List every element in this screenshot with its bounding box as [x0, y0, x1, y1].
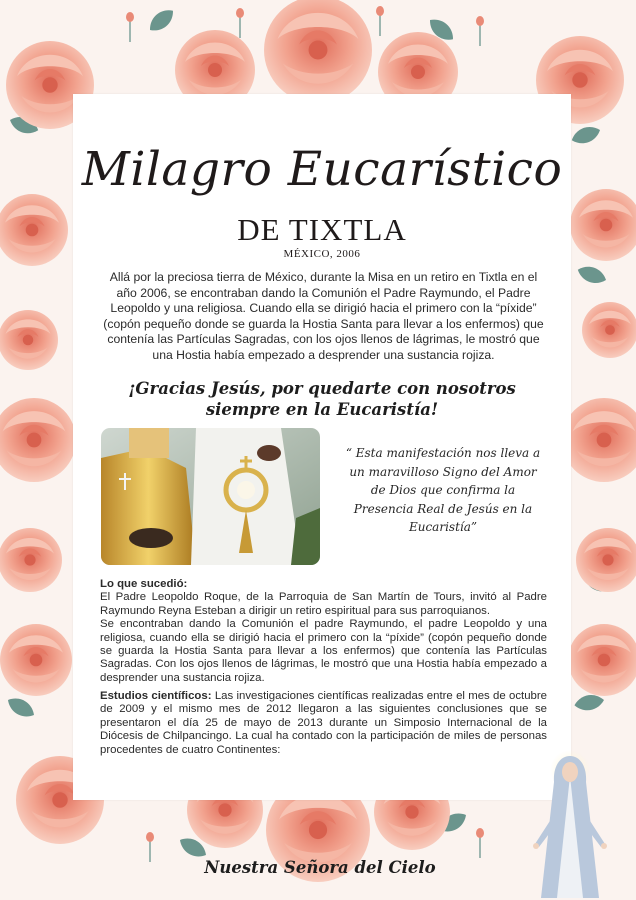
subtitle-location-year: MÉXICO, 2006 — [283, 248, 361, 260]
title-script: Milagro Eucarístico — [81, 142, 563, 197]
footer-signature: Nuestra Señora del Cielo — [204, 858, 436, 877]
virgin-mary-figure — [527, 748, 613, 898]
highlight-line-2: siempre en la Eucaristía! — [205, 400, 439, 419]
highlight-heading — [93, 378, 551, 420]
section-scientific-studies — [100, 690, 547, 757]
section-heading: Lo que sucedió: — [100, 578, 188, 590]
title-serif: DE TIXTLA — [237, 212, 407, 247]
quote-text: “ Esta manifestación nos lleva a un maravilloso Signo del Amor de Dios que confirma la Presencia Real de Jesús en la Eucaristía” — [345, 446, 541, 534]
section-heading: Estudios científicos: — [100, 690, 212, 702]
section-what-happened — [100, 578, 547, 685]
highlight-line-1: ¡Gracias Jesús, por quedarte con nosotros — [128, 379, 516, 398]
section-paragraph: Se encontraban dando la Comunión el padre Raymundo, el padre Leopoldo y una religiosa, cuando ella se dirigió hacia el primero con la “píxide” (copón pequeño donde se guarda la Hostia Santa para llevar a los enfermos) que contenía las Partículas Sagradas. Con los ojos llenos de lágrimas, le mostró que una Hostia había empezado a desprender una sustancia rojiza. — [100, 618, 547, 684]
intro-paragraph: Allá por la preciosa tierra de México, durante la Misa en un retiro en Tixtla en el año 2006, se encontraban dando la Comunión el Padre Raymundo, el Padre Leopoldo y una religiosa. Cuando ella se dirigió hacia el primero con la “píxide” (copón pequeño donde se guarda la Hostia Santa para llevar a los enfermos) que contenía las Partículas Sagradas, con los ojos llenos de lágrimas, le mostró que una Hostia había empezado a desprender una sustancia rojiza. — [103, 270, 544, 362]
section-paragraph: El Padre Leopoldo Roque, de la Parroquia de San Martín de Tours, invitó al Padre Raymundo Reyna Esteban a dirigir un retiro espiritual para sus parroquianos. — [100, 591, 547, 617]
section-paragraph: Las investigaciones científicas realizadas entre el mes de octubre de 2009 y el mismo mes de 2012 llegaron a las siguientes conclusiones que se presentaron el día 25 de mayo de 2013 durante un Simposio Internacional de la Diócesis de Chilpancingo. La cual ha contado con la participación de miles de personas procedentes de cuatro Continentes: — [100, 690, 547, 756]
content-card — [73, 94, 571, 800]
priest-monstrance-photo — [101, 428, 320, 565]
